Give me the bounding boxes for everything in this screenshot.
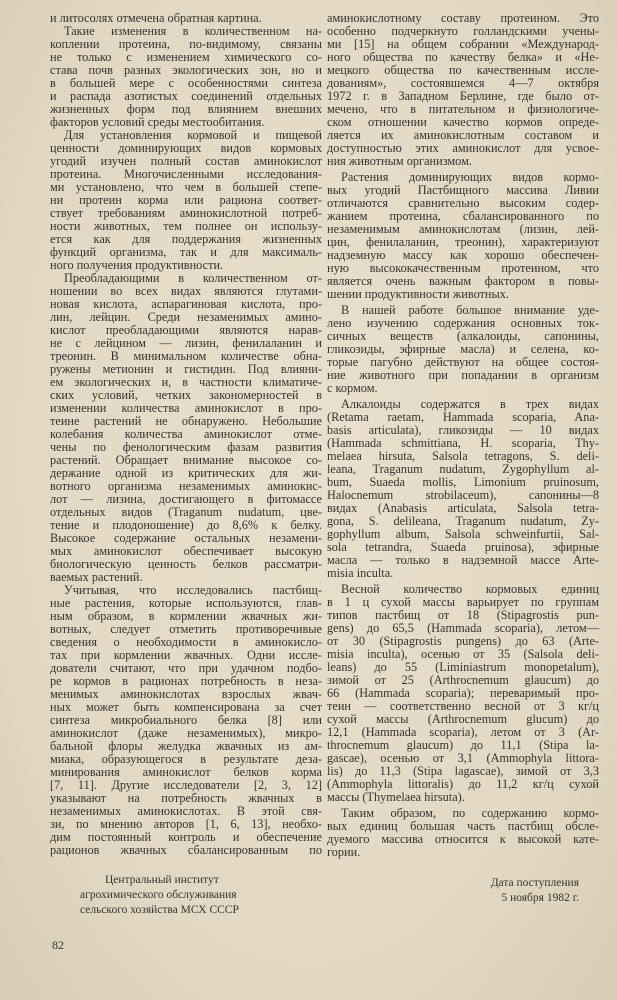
- text-line: gascae), осенью от 3,1 (Ammophyla littora-: [327, 751, 599, 765]
- affiliation-line: Центральный институт: [105, 874, 219, 886]
- text-line: жизненных форм под влиянием внешних: [50, 102, 322, 116]
- text-line: видах (Anabasis articulata, Salsola tetra-: [327, 501, 599, 515]
- text-line: melaea hirsuta, Salsola tetragons, S. deli-: [327, 449, 599, 463]
- text-line: от 30 (Stipagrostis pungens) до 63 (Arte-: [327, 634, 599, 648]
- text-line: ного получения продуктивности.: [50, 258, 224, 272]
- text-line: gona, S. delileana, Traganum nudatum, Zy-: [327, 514, 599, 528]
- text-line: ствует требованиям аминокислотной потреб-: [50, 206, 322, 220]
- text-line: лин, лейцин. Среди незаменимых амино-: [50, 310, 322, 324]
- paragraph: [327, 398, 599, 580]
- text-line: и распада азотистых соединений отдельных: [50, 89, 322, 103]
- text-line: 1972 г. в Западном Берлине, где было от-: [327, 89, 599, 103]
- text-line: ным образом, в кормлении жвачных жи-: [50, 609, 322, 623]
- text-line: дуемого массива относится к высокой кате-: [327, 832, 599, 846]
- text-line: ние животного при попадании в организм: [327, 368, 599, 382]
- text-line: указывают на потребность жвачных в: [50, 791, 322, 805]
- text-line: синтеза микробиального белка [8] или: [50, 713, 322, 727]
- text-line: минирования аминокислот белков корма: [50, 765, 322, 779]
- author-affiliation: [80, 873, 239, 918]
- text-line: ную высококачественным протеином, что: [327, 261, 599, 275]
- text-line: 12,1 (Hammada scoparia), летом от 3 (Ar-: [327, 725, 599, 739]
- text-line: Высокое содержание остальных незамени-: [50, 531, 322, 545]
- text-line: надземную массу как хорошо обеспечен-: [327, 248, 599, 262]
- text-line: с кормом.: [327, 381, 378, 395]
- text-line: является очень важным фактором в повы-: [327, 274, 599, 288]
- text-line: вых единиц большая часть пастбищ обсле-: [327, 819, 599, 833]
- text-line: ружены метионин и гистидин. Под влияни-: [50, 362, 322, 376]
- page-number: 82: [52, 938, 64, 952]
- text-line: незаменимым аминокислотам (лизин, лей-: [327, 222, 599, 236]
- text-line: (Retama raetam, Hammada scoparia, Ana-: [327, 410, 599, 424]
- text-line: дим постоянный контроль и обеспечение: [50, 830, 322, 844]
- text-line: коплении протеина, по-видимому, связаны: [50, 37, 322, 51]
- text-line: дованиям», состоявшемся 4—7 октября: [327, 76, 599, 90]
- text-line: [7, 11]. Другие исследователи [2, 3, 12]: [50, 778, 322, 792]
- text-line: вотного организма незаменимых аминокис-: [50, 479, 322, 493]
- text-line: ском отношении качество кормов опреде-: [327, 115, 599, 129]
- text-line: рационов жвачных сбалансированным по: [50, 843, 322, 857]
- text-line: ни протеин корма или рациона соответ-: [50, 193, 322, 207]
- text-line: протеина. Многочисленными исследования-: [50, 167, 322, 181]
- text-line: угодий изучен полный состав аминокислот: [50, 154, 322, 168]
- text-line: В нашей работе большое внимание уде-: [341, 303, 599, 317]
- text-line: става почв разных экологических зон, но и: [50, 63, 322, 77]
- text-line: Halocnemum strobilaceum), сапонины—8: [327, 488, 599, 502]
- text-line: и литосолях отмечена обратная картина.: [50, 11, 262, 25]
- text-line: цин, фенилаланин, треонин), характеризуют: [327, 235, 599, 249]
- text-line: throcnemum glaucum) до 11,1 (Stipa la-: [327, 738, 599, 752]
- received-date: [491, 876, 579, 906]
- text-line: Таким образом, по содержанию кормо-: [341, 806, 599, 820]
- text-line: мечено, что в питательном и физиологиче-: [327, 102, 599, 116]
- text-line: сичных веществ (алкалоиды, сапонины,: [327, 329, 599, 343]
- text-line: лот — лизина, достигающего в фитомассе: [50, 492, 322, 506]
- text-line: ния животным организмом.: [327, 154, 472, 168]
- text-line: misia inculta.: [327, 566, 394, 580]
- text-line: ношении во всех видах являются глутами-: [50, 284, 322, 298]
- paragraph: [50, 25, 322, 129]
- text-line: leana, Traganum nudatum, Zygophyllum al-: [327, 462, 599, 476]
- text-line: ских условий, четких закономерностей в: [50, 388, 322, 402]
- text-line: в большей мере с особенностями синтеза: [50, 76, 322, 90]
- text-line: ценности доминирующих видов кормовых: [50, 141, 322, 155]
- text-line: мецкого общества по качественным иссле-: [327, 63, 599, 77]
- text-line: ем экологических и, в частности климатиче-: [50, 375, 322, 389]
- paragraph: [327, 304, 599, 395]
- affiliation-line: сельского хозяйства МСХ СССР: [80, 904, 239, 916]
- text-line: вых угодий Пастбищного массива Ливии: [327, 183, 599, 197]
- paragraph: [327, 807, 599, 859]
- text-line: leans) до 55 (Liminiastrum monopetalum),: [327, 660, 599, 674]
- text-line: колебания количества аминокислот отме-: [50, 427, 322, 441]
- received-value: 5 ноября 1982 г.: [501, 892, 579, 904]
- text-line: массы (Thymelaea hirsuta).: [327, 790, 465, 804]
- text-line: особенно подчеркнуто голландскими учены-: [327, 24, 599, 38]
- text-line: дователи считают, что при удачном подбо-: [50, 661, 322, 675]
- text-line: гории.: [327, 845, 361, 859]
- text-line: 66 (Hammada scoparia); переваримый про-: [327, 686, 599, 700]
- text-line: лено изучению содержания основных ток-: [327, 316, 599, 330]
- text-line: отдельных видов (Traganum nudatum, цве-: [50, 505, 322, 519]
- text-line: кислот преобладающими являются нарав-: [50, 323, 322, 337]
- text-line: теин — соответственно весной от 3 кг/ц: [327, 699, 599, 713]
- text-line: ляется их аминокислотным составом и: [327, 128, 599, 142]
- right-column: [327, 12, 599, 859]
- received-label: Дата поступления: [490, 877, 579, 889]
- text-line: gophyllum album, Salsola schweinfurtii, Sal-: [327, 527, 599, 541]
- paragraph: [327, 12, 599, 168]
- text-line: basis articulata), гликозиды — 10 видах: [327, 423, 599, 437]
- text-line: сведения о необходимости в аминокисло-: [50, 635, 322, 649]
- text-line: ре кормов в рационах потребность в неза-: [50, 674, 322, 688]
- paragraph: [327, 583, 599, 804]
- text-line: в 1 ц сухой массы варьирует по группам: [327, 595, 599, 609]
- text-line: (Ammophyla littoralis) до 11,2 кг/ц сухой: [327, 777, 599, 791]
- text-line: отличаются сравнительно высоким содер-: [327, 196, 599, 210]
- text-line: тах при кормлении жвачных. Одни иссле-: [50, 648, 322, 662]
- text-line: менимых аминокислотах взрослых жвач-: [50, 687, 322, 701]
- text-line: Алкалоиды содержатся в трех видах: [341, 397, 599, 411]
- text-line: ности животных, тем полнее он использу-: [50, 219, 322, 233]
- paragraph: [50, 272, 322, 584]
- text-line: ми установлено, что чем в большей степе-: [50, 180, 322, 194]
- text-line: misia inculta), осенью от 35 (Salsola deli-: [327, 647, 599, 661]
- text-line: функций организма, так и для максималь-: [50, 245, 322, 259]
- text-line: сухой массы (Arthrocnemum glucum) до: [327, 712, 599, 726]
- text-line: ваемых растений.: [50, 570, 143, 584]
- text-line: торые пагубно действуют на общее состоя-: [327, 355, 599, 369]
- text-line: тение и плодоношение) до 8,6% к белку.: [50, 518, 322, 532]
- text-line: масла — только в надземной массе Arte-: [327, 553, 599, 567]
- text-line: зимой от 25 (Arthrocnemum glaucum) до: [327, 673, 599, 687]
- text-line: Такие изменения в количественном на-: [64, 24, 322, 38]
- affiliation-line: агрохимического обслуживания: [80, 889, 237, 901]
- text-line: треонин. В минимальном количестве обна-: [50, 349, 322, 363]
- text-line: растений. Обращает внимание высокое со-: [50, 453, 322, 467]
- text-line: доступностью этих аминокислот для усвое-: [327, 141, 599, 155]
- text-line: (Hammada schmittiana, H. scoparia, Thy-: [327, 436, 599, 450]
- text-line: sola tetrandra, Suaeda pruinosa), эфирные: [327, 540, 599, 554]
- text-line: lis) до 11,3 (Stipa lagascae), зимой от 3,3: [327, 764, 599, 778]
- text-line: мых аминокислот обеспечивает высокую: [50, 544, 322, 558]
- text-line: вотных, следует отметить противоречивые: [50, 622, 322, 636]
- text-line: зи, по мнению авторов [1, 6, 13], необхо-: [50, 817, 322, 831]
- text-line: gens) до 65,5 (Hammada scoparia), летом—: [327, 621, 599, 635]
- text-line: не с лейцином — лизин, фенилаланин и: [50, 336, 322, 350]
- text-line: Растения доминирующих видов кормо-: [341, 170, 599, 184]
- text-line: ми [15] на общем собрании «Международ-: [327, 37, 599, 51]
- paragraph: [50, 129, 322, 272]
- text-line: изменении количества аминокислот в про-: [50, 401, 322, 415]
- text-line: Весной количество кормовых единиц: [341, 582, 599, 596]
- text-line: миака, образующегося в результате деза-: [50, 752, 322, 766]
- text-line: шении продуктивности животных.: [327, 287, 509, 301]
- text-line: держание одной из критических для жи-: [50, 466, 322, 480]
- text-line: Учитывая, что исследовались пастбищ-: [64, 583, 322, 597]
- text-line: Для установления кормовой и пищевой: [64, 128, 322, 142]
- text-line: ется как для поддержания жизненных: [50, 232, 322, 246]
- text-line: жанием протеина, сбалансированного по: [327, 209, 599, 223]
- paragraph: [327, 171, 599, 301]
- text-line: новая кислота, аспарагиновая кислота, про-: [50, 297, 322, 311]
- text-line: факторов условий среды местообитания.: [50, 115, 265, 129]
- text-line: бальной флоры желудка жвачных из ам-: [50, 739, 322, 753]
- text-line: незаменимых аминокислотах. В этой свя-: [50, 804, 322, 818]
- text-line: теине растений не обнаружено. Небольшие: [50, 414, 322, 428]
- paragraph: [50, 584, 322, 857]
- text-line: bum, Suaeda mollis, Limonium pruinosum,: [327, 475, 599, 489]
- text-line: биологическую ценность белков рассматри-: [50, 557, 322, 571]
- text-line: гликозиды, эфирные масла) и селена, ко-: [327, 342, 599, 356]
- text-line: аминокислот (даже незаменимых), микро-: [50, 726, 322, 740]
- text-line: ные растения, которые используются, глав-: [50, 596, 322, 610]
- text-line: не только с изменением химического со-: [50, 50, 322, 64]
- text-line: ного общества по качеству белка» и «Не-: [327, 50, 599, 64]
- text-line: Преобладающими в количественном от-: [64, 271, 322, 285]
- text-line: чены по фенологическим фазам развития: [50, 440, 322, 454]
- text-line: ных может быть компенсирована за счет: [50, 700, 322, 714]
- text-line: типов пастбищ от 18 (Stipagrostis pun-: [327, 608, 599, 622]
- text-line: аминокислотному составу протеином. Это: [327, 11, 599, 25]
- left-column: [50, 12, 322, 857]
